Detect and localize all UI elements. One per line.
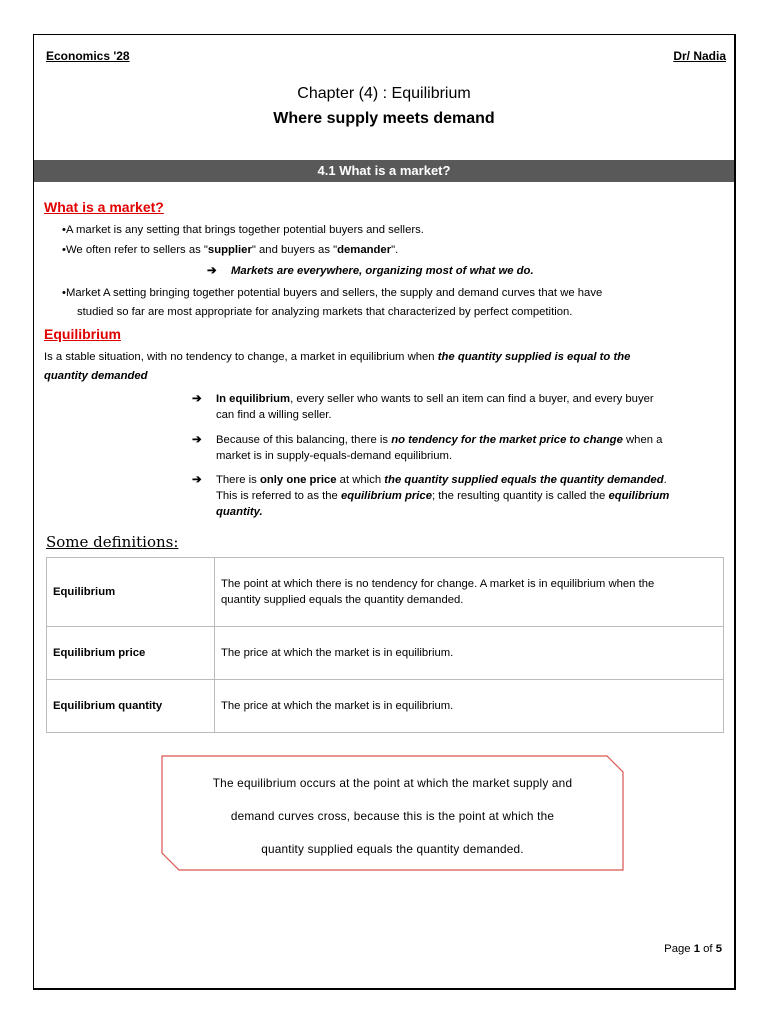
bullet-dot: • [62, 224, 66, 236]
market-heading: What is a market? [44, 199, 164, 215]
eq-point-2-text: Because of this balancing, there is no tendency for the market price to change when a market is in supply-equals-demand equilibrium. [216, 434, 663, 462]
table-row [47, 627, 724, 680]
chapter-title: Chapter (4) : Equilibrium [297, 85, 471, 102]
market-bullet-3-cont: studied so far are most appropriate for analyzing markets that characterized by perfect competition. [77, 306, 573, 318]
header-course: Economics '28 [46, 49, 130, 63]
eq-point-3-text: There is only one price at which the quantity supplied equals the quantity demanded. This is referred to as the equilibrium price; the resulting quantity is called the equilibrium quantity. [216, 474, 670, 518]
definition-term: Equilibrium price [47, 627, 215, 680]
market-arrow-note: ➔ Markets are everywhere, organizing most of what we do. [207, 265, 534, 277]
market-bullet-1: •A market is any setting that brings together potential buyers and sellers. [62, 224, 424, 236]
right-arrow-icon: ➔ [192, 474, 202, 486]
page-number: Page 1 of 5 [664, 943, 722, 955]
eq-point-1 [192, 391, 201, 407]
market-bullet-3: •Market A setting bringing together potential buyers and sellers, the supply and demand curves that we have [62, 287, 603, 299]
definitions-heading: Some definitions: [46, 533, 179, 551]
definition-term: Equilibrium [47, 558, 215, 627]
header-author: Dr/ Nadia [673, 49, 726, 63]
equilibrium-intro-cont: quantity demanded [44, 370, 148, 382]
definitions-table [46, 557, 724, 733]
callout-text: The equilibrium occurs at the point at which the market supply and demand curves cross, because this is the point at which the quantity supplied equals the quantity demanded. [212, 776, 573, 856]
chapter-subtitle: Where supply meets demand [273, 110, 495, 127]
table-row [47, 680, 724, 733]
equilibrium-heading: Equilibrium [44, 326, 121, 342]
equilibrium-intro: Is a stable situation, with no tendency to change, a market in equilibrium when the quantity supplied is equal to the [44, 351, 631, 363]
eq-point-1-text: In equilibrium, every seller who wants to sell an item can find a buyer, and every buyer can find a willing seller. [216, 393, 654, 421]
bullet-dot: • [62, 287, 66, 299]
right-arrow-icon: ➔ [192, 434, 202, 446]
section-bar: 4.1 What is a market? [34, 160, 734, 182]
market-bullet-2: •We often refer to sellers as "supplier" and buyers as "demander". [62, 244, 399, 256]
right-arrow-icon: ➔ [207, 265, 217, 277]
eq-point-3 [192, 472, 201, 488]
definition-text: The price at which the market is in equilibrium. [215, 627, 724, 680]
right-arrow-icon: ➔ [192, 393, 202, 405]
definition-text: The point at which there is no tendency for change. A market is in equilibrium when the quantity supplied equals the quantity demanded. [215, 558, 724, 627]
summary-callout [161, 755, 624, 871]
definition-text: The price at which the market is in equilibrium. [215, 680, 724, 733]
bullet-dot: • [62, 244, 66, 256]
eq-point-2 [192, 432, 201, 448]
table-row [47, 558, 724, 627]
document-page [33, 34, 736, 990]
definition-term: Equilibrium quantity [47, 680, 215, 733]
